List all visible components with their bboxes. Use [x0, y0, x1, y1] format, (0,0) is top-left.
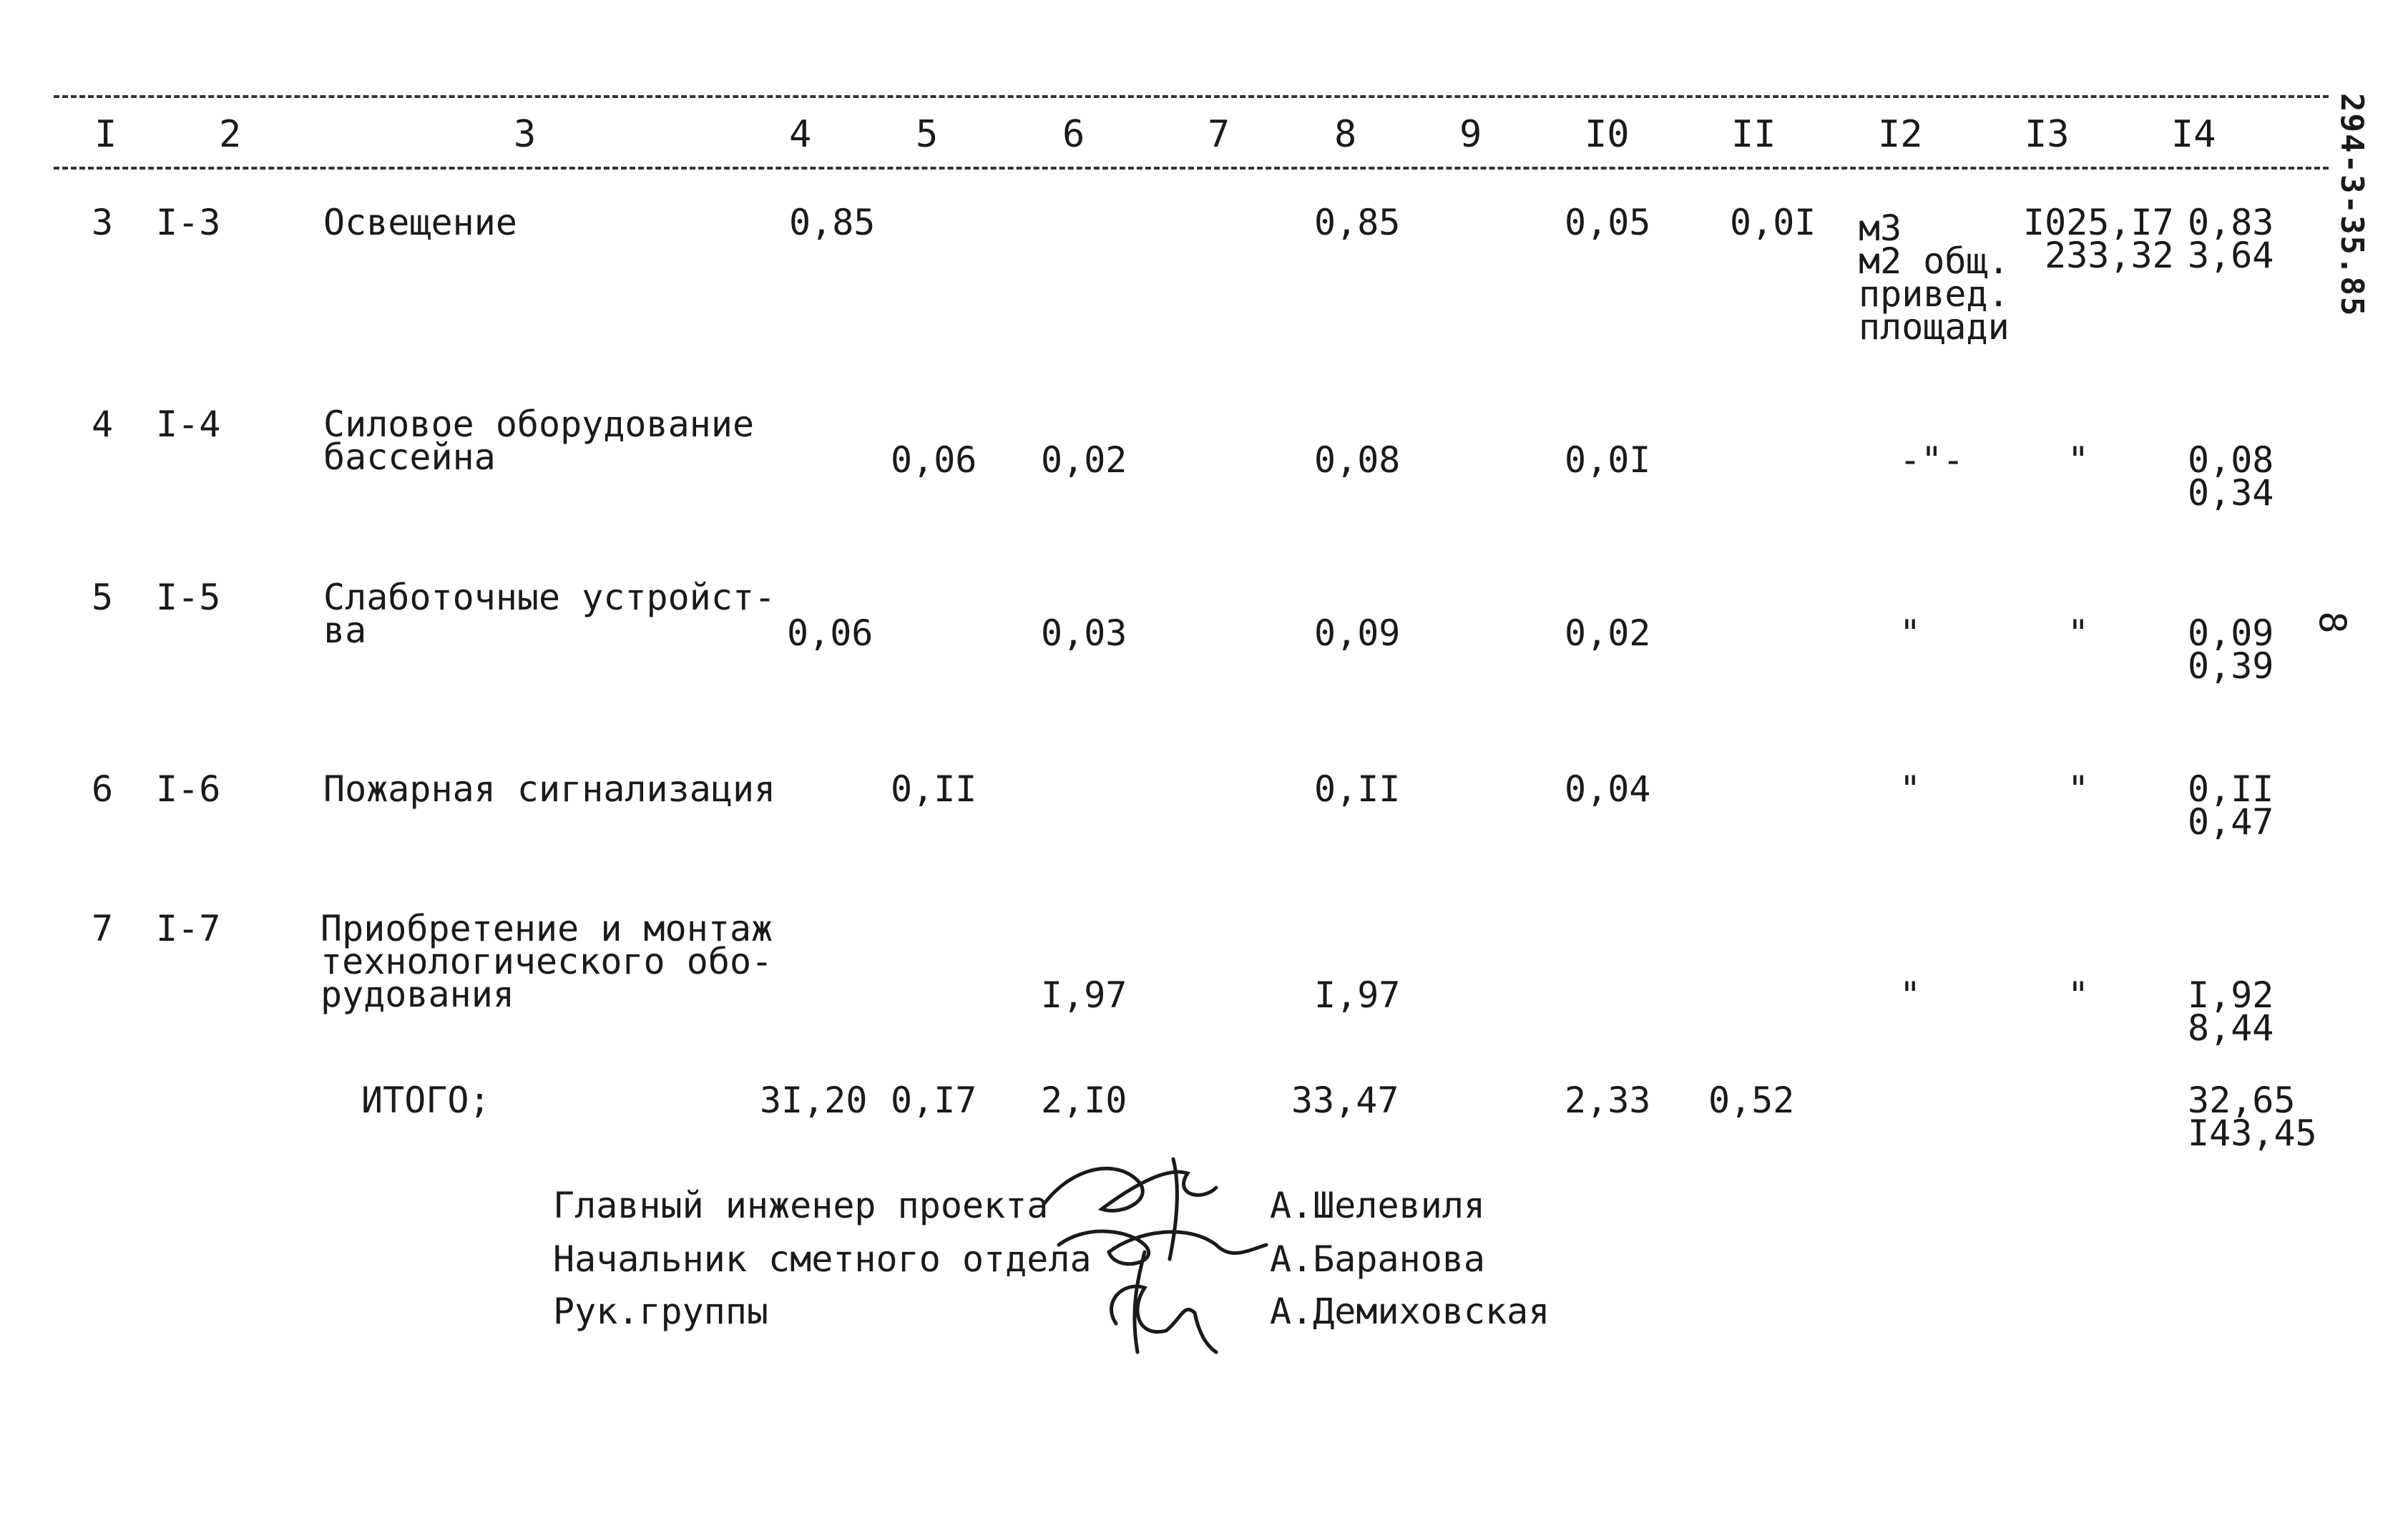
row-description: Слаботочные устройст- ва [323, 577, 776, 651]
document-code: 294-3-35.85 [2334, 93, 2370, 318]
cell-col14: I,92 8,44 [2188, 974, 2274, 1049]
cell-col13: I025,I7 233,32 [2023, 202, 2174, 276]
row-description: Освещение [323, 202, 517, 243]
row-code: I-7 [156, 908, 221, 949]
col-header-8: 8 [1334, 113, 1357, 156]
header-rule [54, 167, 2329, 170]
col-header-12: I2 [1878, 113, 1923, 156]
col-header-11: II [1731, 113, 1776, 156]
total-col10: 2,33 [1565, 1080, 1651, 1121]
signature-title: Начальник сметного отдела [553, 1238, 1092, 1280]
cell-col12-ditto: " [1899, 974, 1922, 1016]
page-number: 8 [2310, 611, 2354, 634]
cell-col10: 0,05 [1565, 202, 1651, 243]
cell-col14: 0,83 3,64 [2188, 202, 2274, 276]
row-number: 6 [92, 768, 114, 810]
cell-col8: 0,09 [1314, 612, 1401, 654]
row-code: I-4 [156, 404, 221, 445]
col-header-10: I0 [1585, 113, 1630, 156]
cell-col12-ditto: " [1899, 612, 1922, 654]
cell-col6: 0,03 [1041, 612, 1127, 654]
col-header-5: 5 [916, 113, 939, 156]
cell-col10: 0,0I [1565, 439, 1651, 481]
total-col8: 33,47 [1291, 1080, 1399, 1121]
cell-col8: 0,II [1314, 768, 1401, 810]
cell-col13-ditto: " [2067, 768, 2090, 810]
row-description: Силовое оборудование бассейна [323, 404, 755, 478]
col-header-3: 3 [514, 113, 537, 156]
cell-col12-unit: м3 м2 общ. привед. площади [1859, 207, 2010, 348]
signature-name: А.Баранова [1270, 1238, 1486, 1280]
col-header-7: 7 [1208, 113, 1230, 156]
cell-col10: 0,02 [1565, 612, 1651, 654]
cell-col12-ditto: -"- [1899, 439, 1964, 481]
col-header-14: I4 [2171, 113, 2216, 156]
cell-col6: I,97 [1041, 974, 1127, 1016]
row-code: I-3 [156, 202, 221, 243]
signature-name: А.Демиховская [1270, 1291, 1550, 1332]
row-number: 3 [92, 202, 114, 243]
total-col11: 0,52 [1708, 1080, 1795, 1121]
total-col6: 2,I0 [1041, 1080, 1127, 1121]
total-col14: 32,65 I43,45 [2188, 1080, 2317, 1154]
cell-col14: 0,II 0,47 [2188, 768, 2274, 843]
cell-col8: I,97 [1314, 974, 1401, 1016]
total-col4: 3I,20 [760, 1080, 868, 1121]
cell-col13-ditto: " [2067, 974, 2090, 1016]
cell-col13-ditto: " [2067, 439, 2090, 481]
cell-col4: 0,85 [789, 202, 876, 243]
cell-col5: 0,II [891, 768, 977, 810]
row-description: Приобретение и монтаж технологического обо- рудования [320, 908, 773, 1015]
cell-col6: 0,02 [1041, 439, 1127, 481]
signature-title: Рук.группы [553, 1291, 769, 1332]
handwritten-signature-icon [1030, 1138, 1288, 1366]
row-code: I-5 [156, 577, 221, 618]
row-code: I-6 [156, 768, 221, 810]
cell-col11: 0,0I [1730, 202, 1816, 243]
col-header-4: 4 [789, 113, 812, 156]
cell-col14: 0,09 0,39 [2188, 612, 2274, 687]
total-label: ИТОГО; [361, 1080, 491, 1121]
row-number: 7 [92, 908, 114, 949]
total-col5: 0,I7 [891, 1080, 977, 1121]
signature-name: А.Шелевиля [1270, 1185, 1486, 1226]
row-number: 5 [92, 577, 114, 618]
signature-title: Главный инженер проекта [553, 1185, 1049, 1226]
cell-col14: 0,08 0,34 [2188, 439, 2274, 514]
col-header-13: I3 [2025, 113, 2070, 156]
col-header-9: 9 [1459, 113, 1482, 156]
cell-col10: 0,04 [1565, 768, 1651, 810]
col-header-1: I [94, 113, 117, 156]
row-number: 4 [92, 404, 114, 445]
cell-col13-ditto: " [2067, 612, 2090, 654]
col-header-2: 2 [219, 113, 242, 156]
cell-col4: 0,06 [787, 612, 873, 654]
col-header-6: 6 [1062, 113, 1085, 156]
cell-col8: 0,85 [1314, 202, 1401, 243]
top-rule [54, 95, 2329, 98]
cell-col8: 0,08 [1314, 439, 1401, 481]
cell-col12-ditto: " [1899, 768, 1922, 810]
row-description: Пожарная сигнализация [323, 768, 776, 810]
cell-col5: 0,06 [891, 439, 977, 481]
